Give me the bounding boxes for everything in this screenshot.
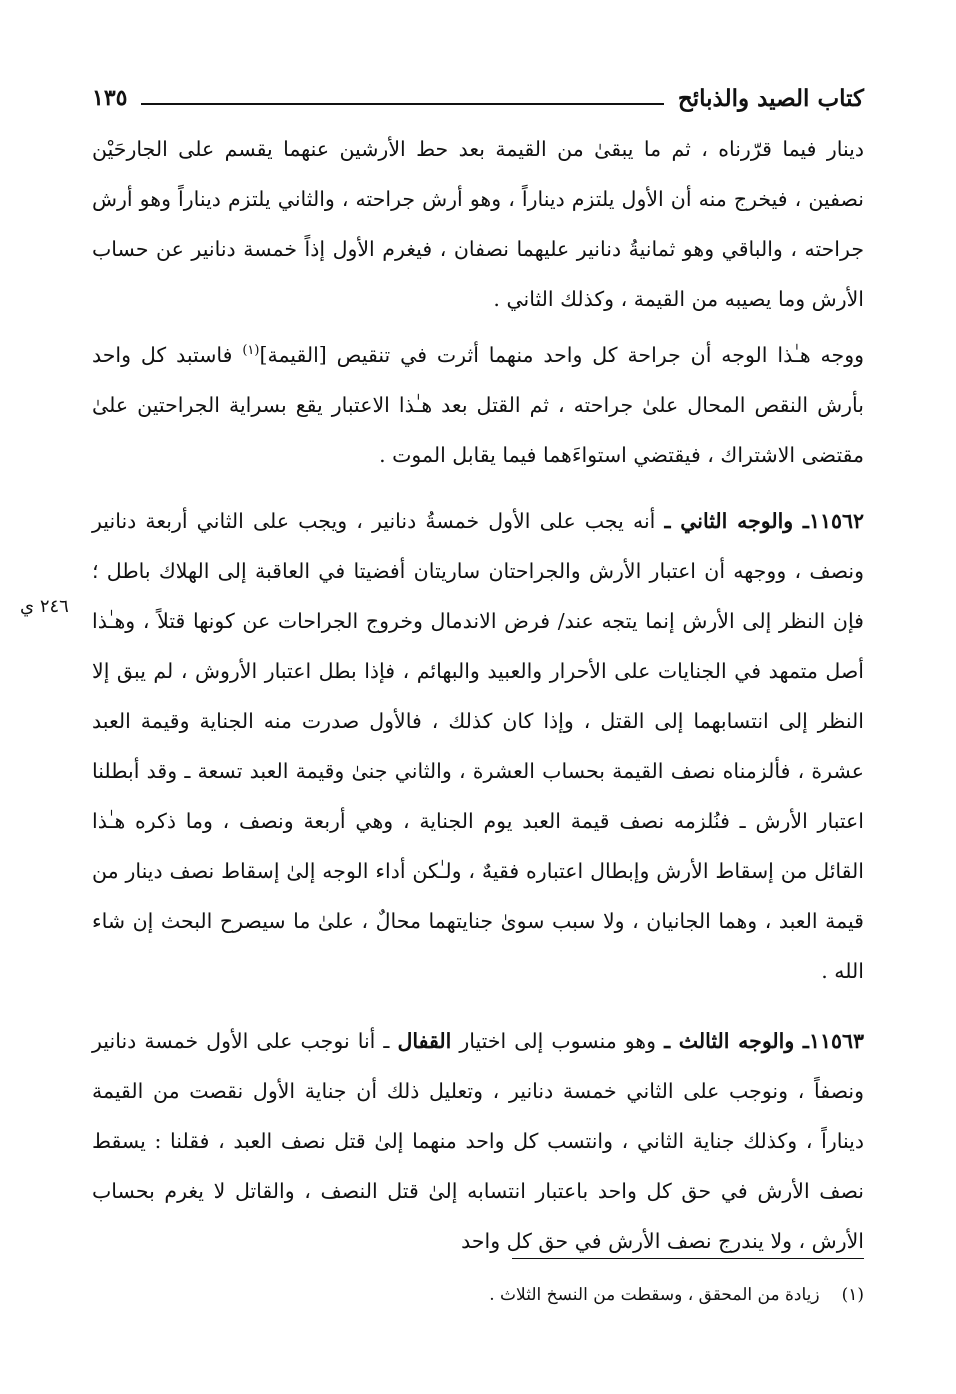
footnote (92, 1285, 864, 1305)
paragraph-text: وهو منسوب إلى اختيار (451, 1029, 665, 1053)
footnote-marker[interactable]: (١) (242, 343, 260, 359)
paragraph-11563 (92, 1016, 864, 1266)
paragraph-number: ١١٥٦٣ (808, 1029, 864, 1053)
header-rule (141, 103, 663, 105)
paragraph-text: ـ أنا نوجب على الأول خمسة دنانير ونصفاً ، ونوجب على الثاني خمسة دنانير ، وتعليل ذلك أن جناية الأول نقصت من القيمة ديناراً ، وكذلك جناية الثاني ، وانتسب كل واحد منهما إلىٰ قتل نصف العبد ، فقلنا : يسقط نصف الأرش في حق كل واحد باعتبار انتسابه إلىٰ قتل النصف ، والقاتل لا يغرم بحساب الأرش ، ولا يندرج نصف الأرش في حق كل واحد (92, 1029, 864, 1253)
footnote-number: (١) (841, 1285, 864, 1305)
scholar-name: القفال (397, 1029, 452, 1053)
body-text (92, 124, 864, 1266)
manuscript-folio-note: ٢٤٦ ي (20, 596, 69, 617)
paragraph-1 (92, 124, 864, 324)
book-title: كتاب الصيد والذبائح (677, 84, 864, 112)
paragraph-number: ١١٥٦٢ (808, 509, 864, 533)
paragraph-2 (92, 330, 864, 480)
paragraph-lead: ـ والوجه الثاني ـ (664, 509, 809, 533)
paragraph-2-text-before: ووجه هـٰذا الوجه أن جراحة كل واحد منهما أثرت في تنقيص [القيمة] (259, 343, 864, 367)
paragraph-11562 (92, 496, 864, 996)
running-header (92, 78, 864, 118)
paragraph-2-text-after: فاستبد كل واحد بأرش النقص المحال علىٰ جراحته ، ثم القتل بعد هـٰذا الاعتبار يقع بسراية الجراحتين علىٰ مقتضى الاشتراك ، فيقتضي استواءَهما فيما يقابل الموت . (92, 343, 864, 467)
paragraph-lead: ـ والوجه الثالث ـ (664, 1029, 809, 1053)
footnote-rule (512, 1258, 864, 1259)
footnote-text: زيادة من المحقق ، وسقطت من النسخ الثلاث . (489, 1285, 820, 1305)
paragraph-text: أنه يجب على الأول خمسةُ دنانير ، ويجب على الثاني أربعة دنانير ونصف ، ووجهه أن اعتبار الأرش والجراحتان ساريتان أفضيتا في العاقبة إلى الهلاك باطل ؛ فإن النظر إلى الأرش إنما يتجه عند/ فرض الاندمال وخروج الجراحات عن كونها قتلاً ، وهـٰذا أصل متمهد في الجنايات على الأحرار والعبيد والبهائم ، فإذا بطل اعتبار الأروش ، لم يبق إلا النظر إلى انتسابهما إلى القتل ، وإذا كان كذلك ، فالأول صدرت منه الجناية وقيمة العبد عشرة ، فألزمناه نصف القيمة بحساب العشرة ، والثاني جنىٰ وقيمة العبد تسعة ـ وقد أبطلنا اعتبار الأرش ـ فنُلزمه نصف قيمة العبد يوم الجناية ، وهي أربعة ونصف ، وما ذكره هـٰذا القائل من إسقاط الأرش وإبطال اعتباره فقيهٌ ، ولـٰكن أداء الوجه إلىٰ إسقاط نصف دينار من قيمة العبد ، وهما الجانيان ، ولا سبب سوىٰ جنايتهما محالٌ ، علىٰ ما سيصرح البحث إن شاء الله . (92, 509, 864, 983)
paragraph-1-text: دينار فيما قرّرناه ، ثم ما يبقىٰ من القيمة بعد حط الأرشين عنهما يقسم على الجارحَيْن نصفين ، فيخرج منه أن الأول يلتزم ديناراً ، وهو أرش جراحته ، والثاني يلتزم ديناراً وهو أرش جراحته ، والباقي وهو ثمانيةُ دنانير عليهما نصفان ، فيغرم الأول إذاً خمسة دنانير عن حساب الأرش وما يصيبه من القيمة ، وكذلك الثاني . (92, 137, 864, 311)
page-number: ١٣٥ (92, 85, 128, 111)
